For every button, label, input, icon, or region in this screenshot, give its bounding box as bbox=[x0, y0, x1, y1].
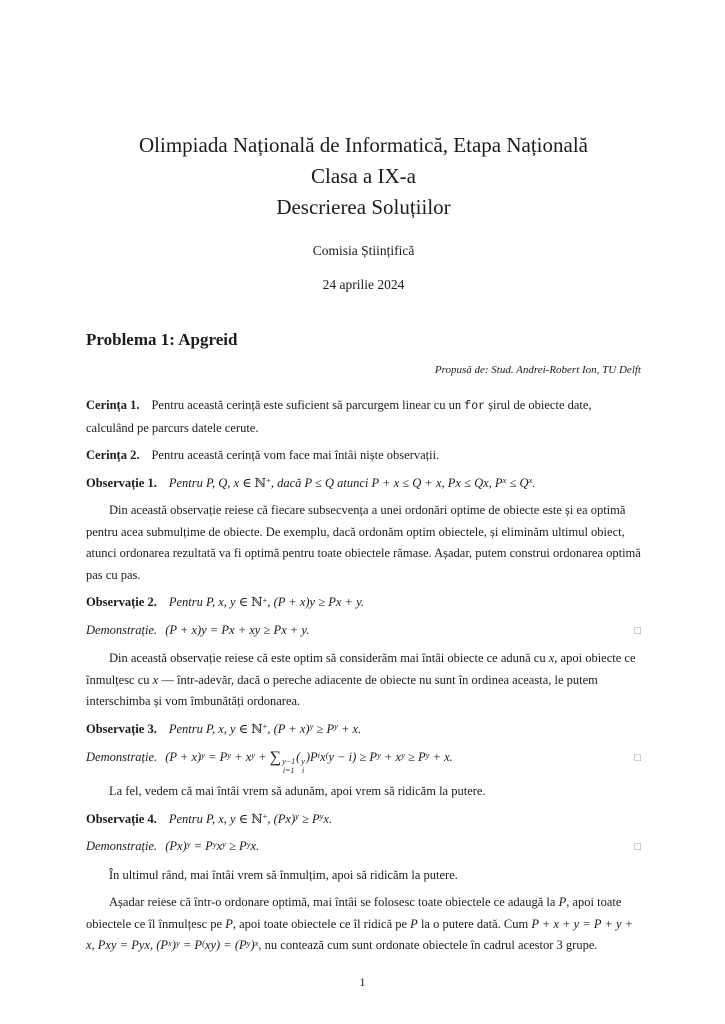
proof-2 bbox=[86, 620, 641, 643]
document-title bbox=[86, 130, 641, 223]
proof-4 bbox=[86, 836, 641, 859]
proof-4-body: Demonstrație. $(Px)^y = P^yx^y \ge P^yx$. bbox=[86, 838, 260, 853]
problem-heading: Problema 1: Apgreid bbox=[86, 330, 238, 349]
paragraph-add-first: Din această observație reiese că este optim să considerăm mai întâi obiecte ce adună cu x, apoi obiecte ce înmulțesc cu x — într-adevăr, dacă o pereche adiacente de obiecte nu sunt în ordinea aceasta, le putem interschimba și vom îmbunătăți ordonarea. bbox=[86, 651, 636, 708]
proof-3-body: Demonstrație. $(P + x)^y = P^y + x^y$ + ∑ y−1 i=1 ( y i )$P^ix^(y - i) \ge P^y + x^y \ge P^y + x$. bbox=[86, 749, 453, 775]
title-line-2: Clasa a IX-a bbox=[311, 164, 416, 188]
committee-line: Comisia Științifică bbox=[312, 243, 415, 258]
paragraph-la-fel: La fel, vedem că mai întâi vrem să adunăm, apoi vrem să ridicăm la putere. bbox=[109, 784, 486, 798]
proof-3 bbox=[86, 746, 641, 775]
observation-3: Observație 3. Pentru P, x, y ∈ ℕ+, $(P + x)^y \ge P^y + x$. bbox=[86, 721, 362, 736]
qed-square: □ bbox=[634, 752, 641, 764]
author-line: Propusă de: Stud. Andrei-Robert Ion, TU Delft bbox=[434, 364, 641, 376]
qed-square: □ bbox=[634, 841, 641, 853]
observation-1: Observație 1. Pentru P, Q, x ∈ ℕ+, dacă P ≤ Q atunci P + x ≤ Q + x, Px ≤ Qx, $P^x \le Q^x$. bbox=[86, 475, 536, 490]
title-line-3: Descrierea Soluțiilor bbox=[276, 195, 451, 219]
date-line: 24 aprilie 2024 bbox=[322, 276, 405, 292]
observation-2: Observație 2. Pentru P, x, y ∈ ℕ+, (P + x)y ≥ Px + y. bbox=[86, 594, 365, 609]
page-number: 1 bbox=[359, 975, 366, 989]
title-line-1: Olimpiada Națională de Informatică, Etapa Națională bbox=[139, 133, 588, 157]
paragraph-final: Așadar reiese că într-o ordonare optimă, mai întâi se folosesc toate obiectele ce adaugă la P, apoi toate obiectele ce îl înmulțesc pe P, apoi toate obiectele ce îl ridică pe P la o putere dată. Cum P + x + y = P + y + x, Pxy = Pyx, $(P^x)^y = P^(xy) = (P^y)^x$, nu contează cum sunt ordonate obiectele în cadrul acestor 3 grupe. bbox=[86, 895, 634, 952]
paragraph-cerinta-1: Cerința 1. Pentru această cerință este suficient să parcurgem linear cu un for șirul de obiecte date, calculând pe parcurs datele cerute. bbox=[86, 398, 592, 435]
paragraph-in-ultimul: În ultimul rând, mai întâi vrem să înmulțim, apoi să ridicăm la putere. bbox=[109, 867, 458, 882]
paragraph-cerinta-2: Cerința 2. Pentru această cerință vom face mai întâi niște observații. bbox=[86, 448, 440, 462]
proof-2-body: Demonstrație. (P + x)y = Px + xy ≥ Px + y. bbox=[86, 622, 310, 637]
qed-square: □ bbox=[634, 624, 641, 637]
observation-4: Observație 4. Pentru P, x, y ∈ ℕ+, $(Px)^y \ge P^yx$. bbox=[86, 811, 333, 826]
paragraph-subsequence: Din această observație reiese că fiecare subsecvența a unei ordonări optime de obiecte este și ea optimă pentru acea submulțime de obiecte. De exemplu, dacă ordonăm optim obiectele, și eliminăm ultimul obiect, atunci ordonarea rezultată va fi optimă pentru toate obiectele rămase. Așadar, putem construi ordonarea optimă pas cu pas. bbox=[86, 503, 641, 582]
